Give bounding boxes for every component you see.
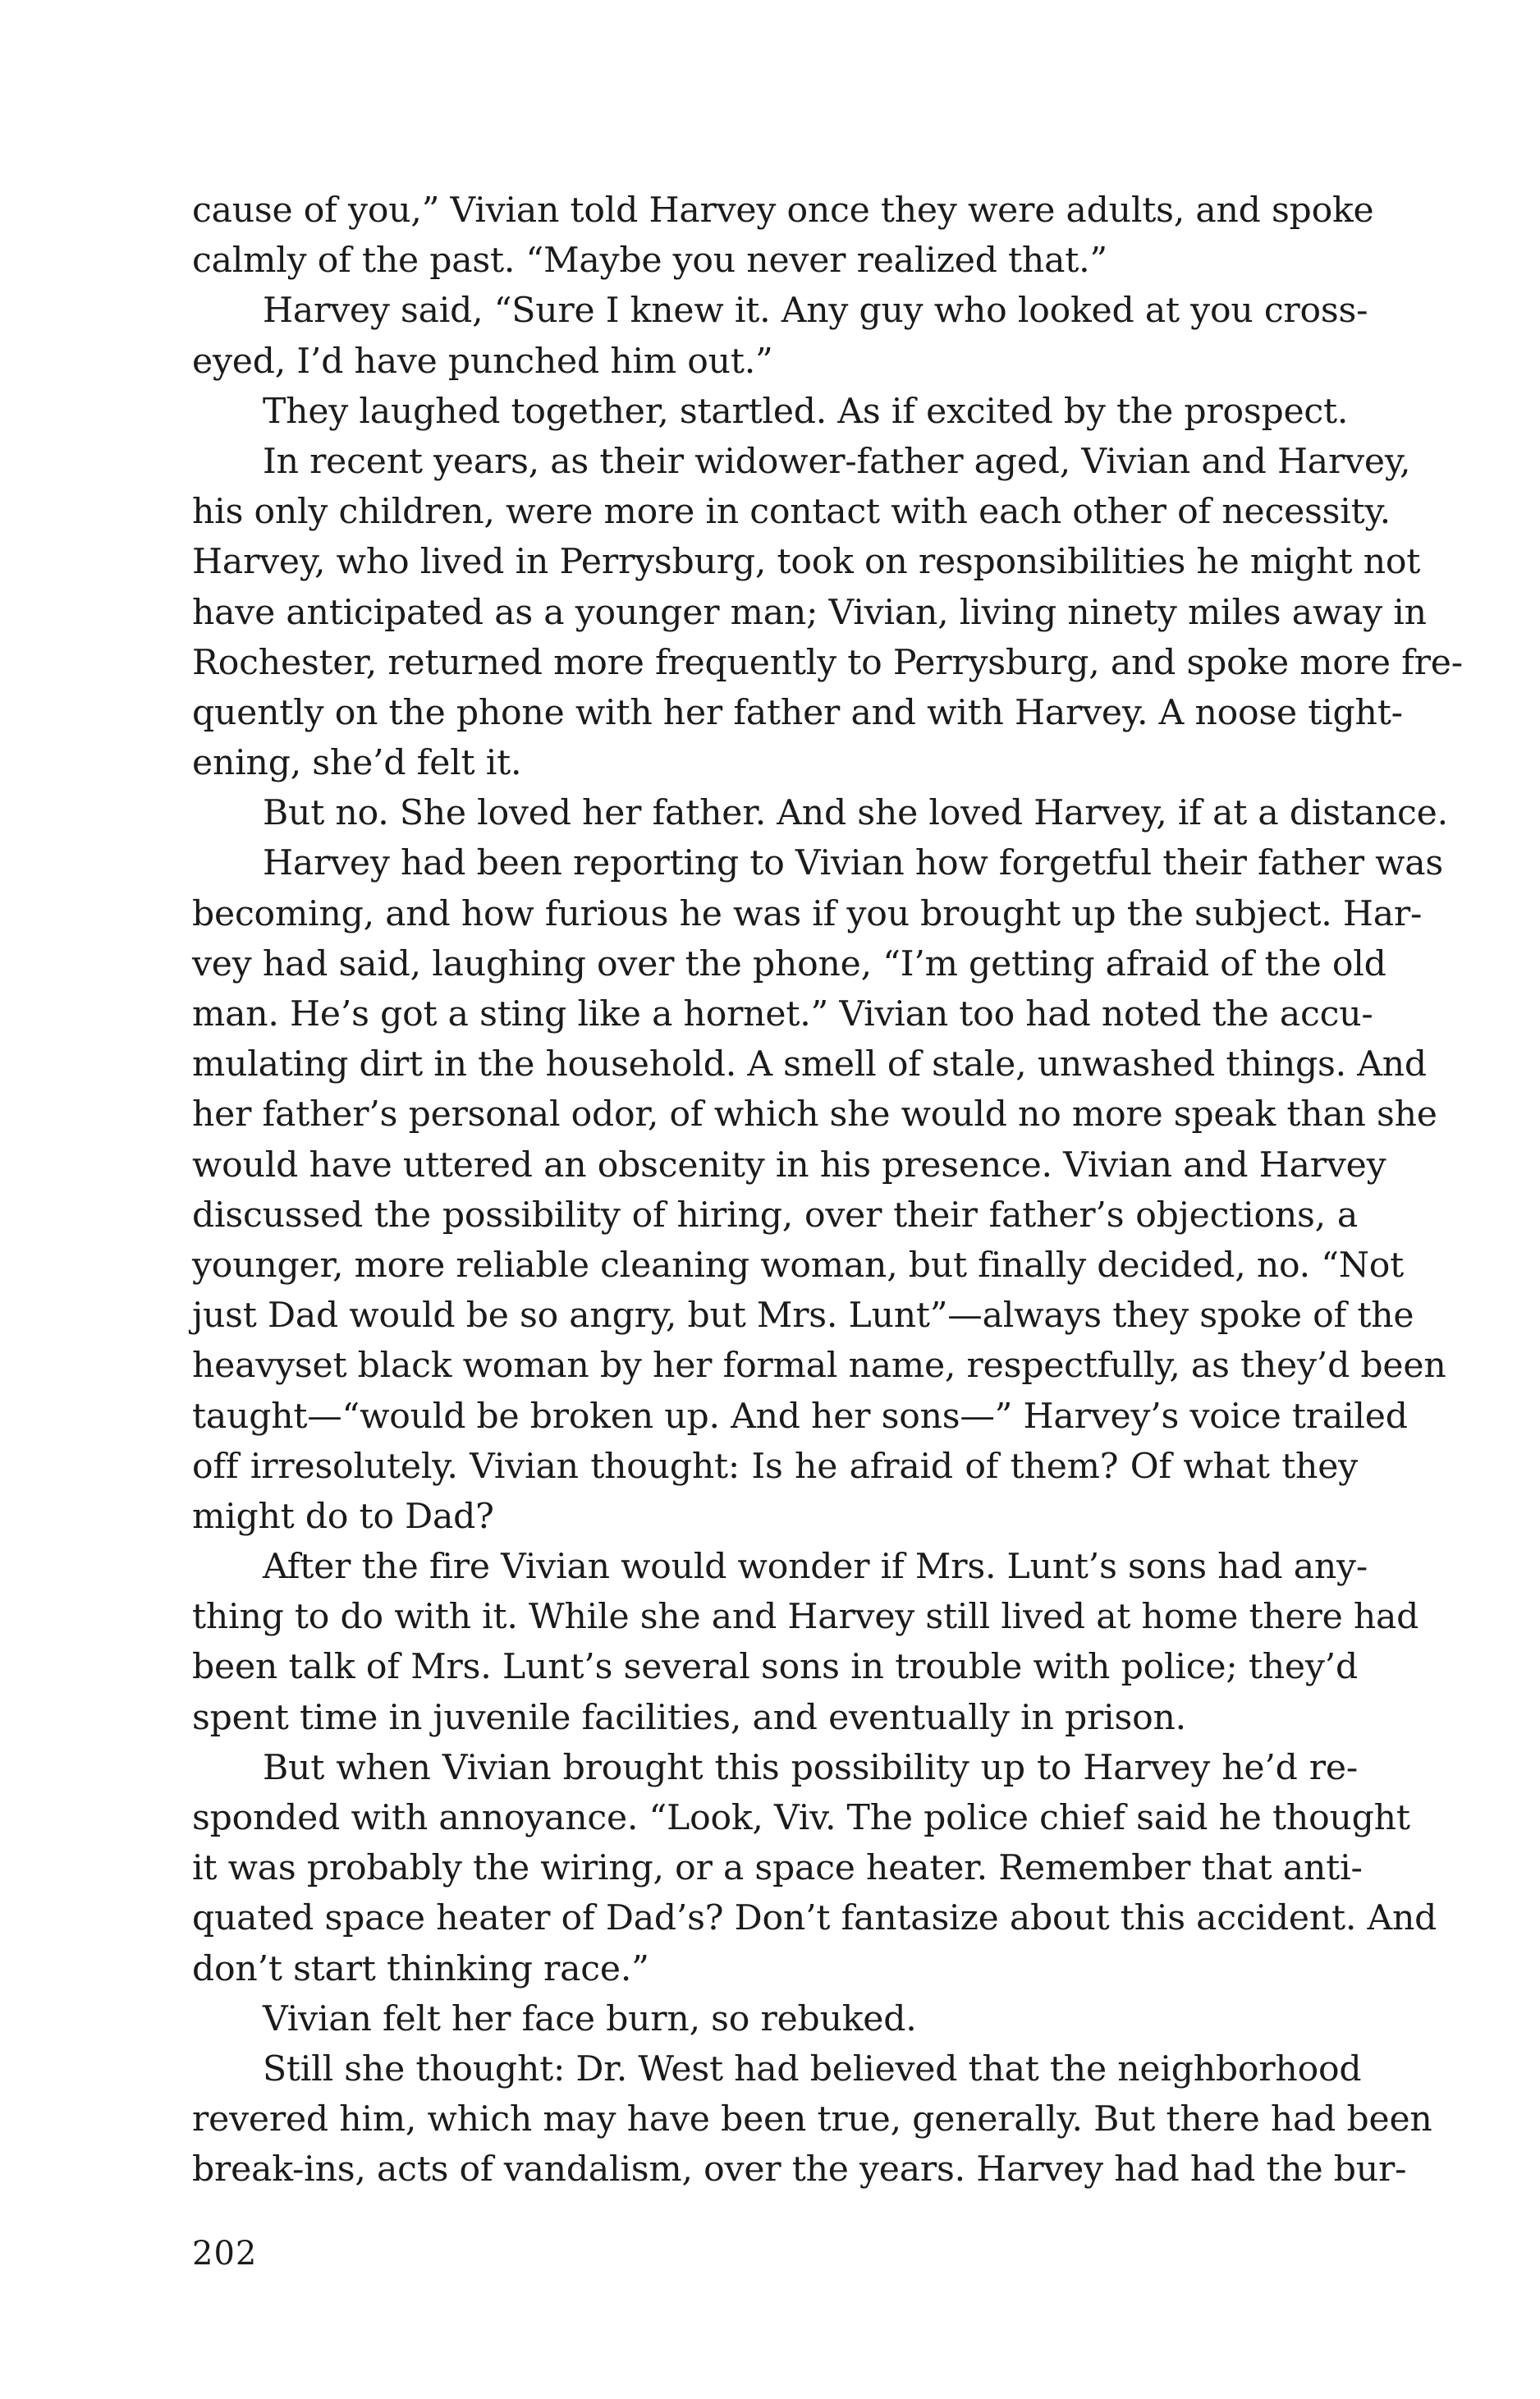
text-line: just Dad would be so angry, but Mrs. Lunt”—always they spoke of the: [192, 1296, 1414, 1337]
text-line: it was probably the wiring, or a space heater. Remember that anti-: [192, 1848, 1363, 1889]
text-line: After the fire Vivian would wonder if Mrs. Lunt’s sons had any-: [263, 1547, 1368, 1588]
text-line: have anticipated as a younger man; Vivian, living ninety miles away in: [192, 592, 1427, 633]
text-line: revered him, which may have been true, generally. But there had been: [192, 2099, 1432, 2140]
text-line: Harvey had been reporting to Vivian how forgetful their father was: [263, 843, 1444, 884]
text-line: mulating dirt in the household. A smell of stale, unwashed things. And: [192, 1044, 1427, 1085]
paragraph: [192, 1743, 1437, 1994]
text-line: Harvey said, “Sure I knew it. Any guy who looked at you cross-: [263, 291, 1368, 332]
text-line: Rochester, returned more frequently to Perrysburg, and spoke more fre-: [192, 642, 1463, 683]
text-line: ening, she’d felt it.: [192, 743, 522, 784]
text-line: her father’s personal odor, of which she would no more speak than she: [192, 1094, 1437, 1135]
paragraph: [192, 1994, 1358, 2044]
text-line: younger, more reliable cleaning woman, but finally decided, no. “Not: [192, 1245, 1405, 1286]
text-line: Harvey, who lived in Perrysburg, took on responsibilities he might not: [192, 542, 1421, 583]
text-line: Vivian felt her face burn, so rebuked.: [263, 1998, 917, 2039]
text-line: But no. She loved her father. And she loved Harvey, if at a distance.: [263, 793, 1448, 834]
paragraph: [192, 286, 1368, 386]
text-line: calmly of the past. “Maybe you never realized that.”: [192, 241, 1107, 282]
body-text: [192, 186, 1463, 2195]
text-line: They laughed together, startled. As if excited by the prospect.: [263, 391, 1349, 432]
text-line: eyed, I’d have punched him out.”: [192, 341, 773, 382]
paragraph: [192, 1542, 1419, 1743]
text-line: man. He’s got a sting like a hornet.” Vivian too had noted the accu-: [192, 994, 1373, 1034]
text-line: vey had said, laughing over the phone, “I’m getting afraid of the old: [192, 943, 1386, 984]
text-line: been talk of Mrs. Lunt’s several sons in trouble with police; they’d: [192, 1647, 1358, 1688]
paragraph: [192, 838, 1446, 1542]
paragraph: [192, 788, 1448, 838]
text-line: becoming, and how furious he was if you brought up the subject. Har-: [192, 893, 1423, 934]
text-line: his only children, were more in contact with each other of necessity.: [192, 492, 1391, 533]
text-line: discussed the possibility of hiring, over their father’s objections, a: [192, 1195, 1358, 1236]
paragraph: [192, 2044, 1432, 2195]
paragraph: [192, 437, 1463, 788]
text-line: quated space heater of Dad’s? Don’t fantasize about this accident. And: [192, 1898, 1437, 1939]
text-line: break-ins, acts of vandalism, over the years. Harvey had had the bur-: [192, 2149, 1407, 2190]
text-line: off irresolutely. Vivian thought: Is he afraid of them? Of what they: [192, 1446, 1358, 1487]
text-line: In recent years, as their widower-father aged, Vivian and Harvey,: [263, 441, 1411, 482]
text-line: don’t start thinking race.”: [192, 1948, 649, 1989]
text-line: thing to do with it. While she and Harvey still lived at home there had: [192, 1597, 1419, 1638]
text-line: spent time in juvenile facilities, and eventually in prison.: [192, 1697, 1186, 1738]
text-line: might do to Dad?: [192, 1496, 494, 1537]
text-line: cause of you,” Vivian told Harvey once they were adults, and spoke: [192, 190, 1374, 231]
text-line: would have uttered an obscenity in his presence. Vivian and Harvey: [192, 1144, 1386, 1186]
paragraph: [192, 387, 1358, 437]
text-line: sponded with annoyance. “Look, Viv. The police chief said he thought: [192, 1798, 1410, 1838]
text-line: taught—“would be broken up. And her sons—” Harvey’s voice trailed: [192, 1396, 1408, 1437]
text-line: quently on the phone with her father and with Harvey. A noose tight-: [192, 692, 1403, 733]
paragraph: [192, 186, 1374, 286]
text-line: But when Vivian brought this possibility up to Harvey he’d re-: [263, 1747, 1358, 1788]
page-number: 202: [192, 2235, 258, 2273]
text-line: Still she thought: Dr. West had believed that the neighborhood: [263, 2048, 1362, 2089]
text-line: heavyset black woman by her formal name, respectfully, as they’d been: [192, 1346, 1446, 1387]
